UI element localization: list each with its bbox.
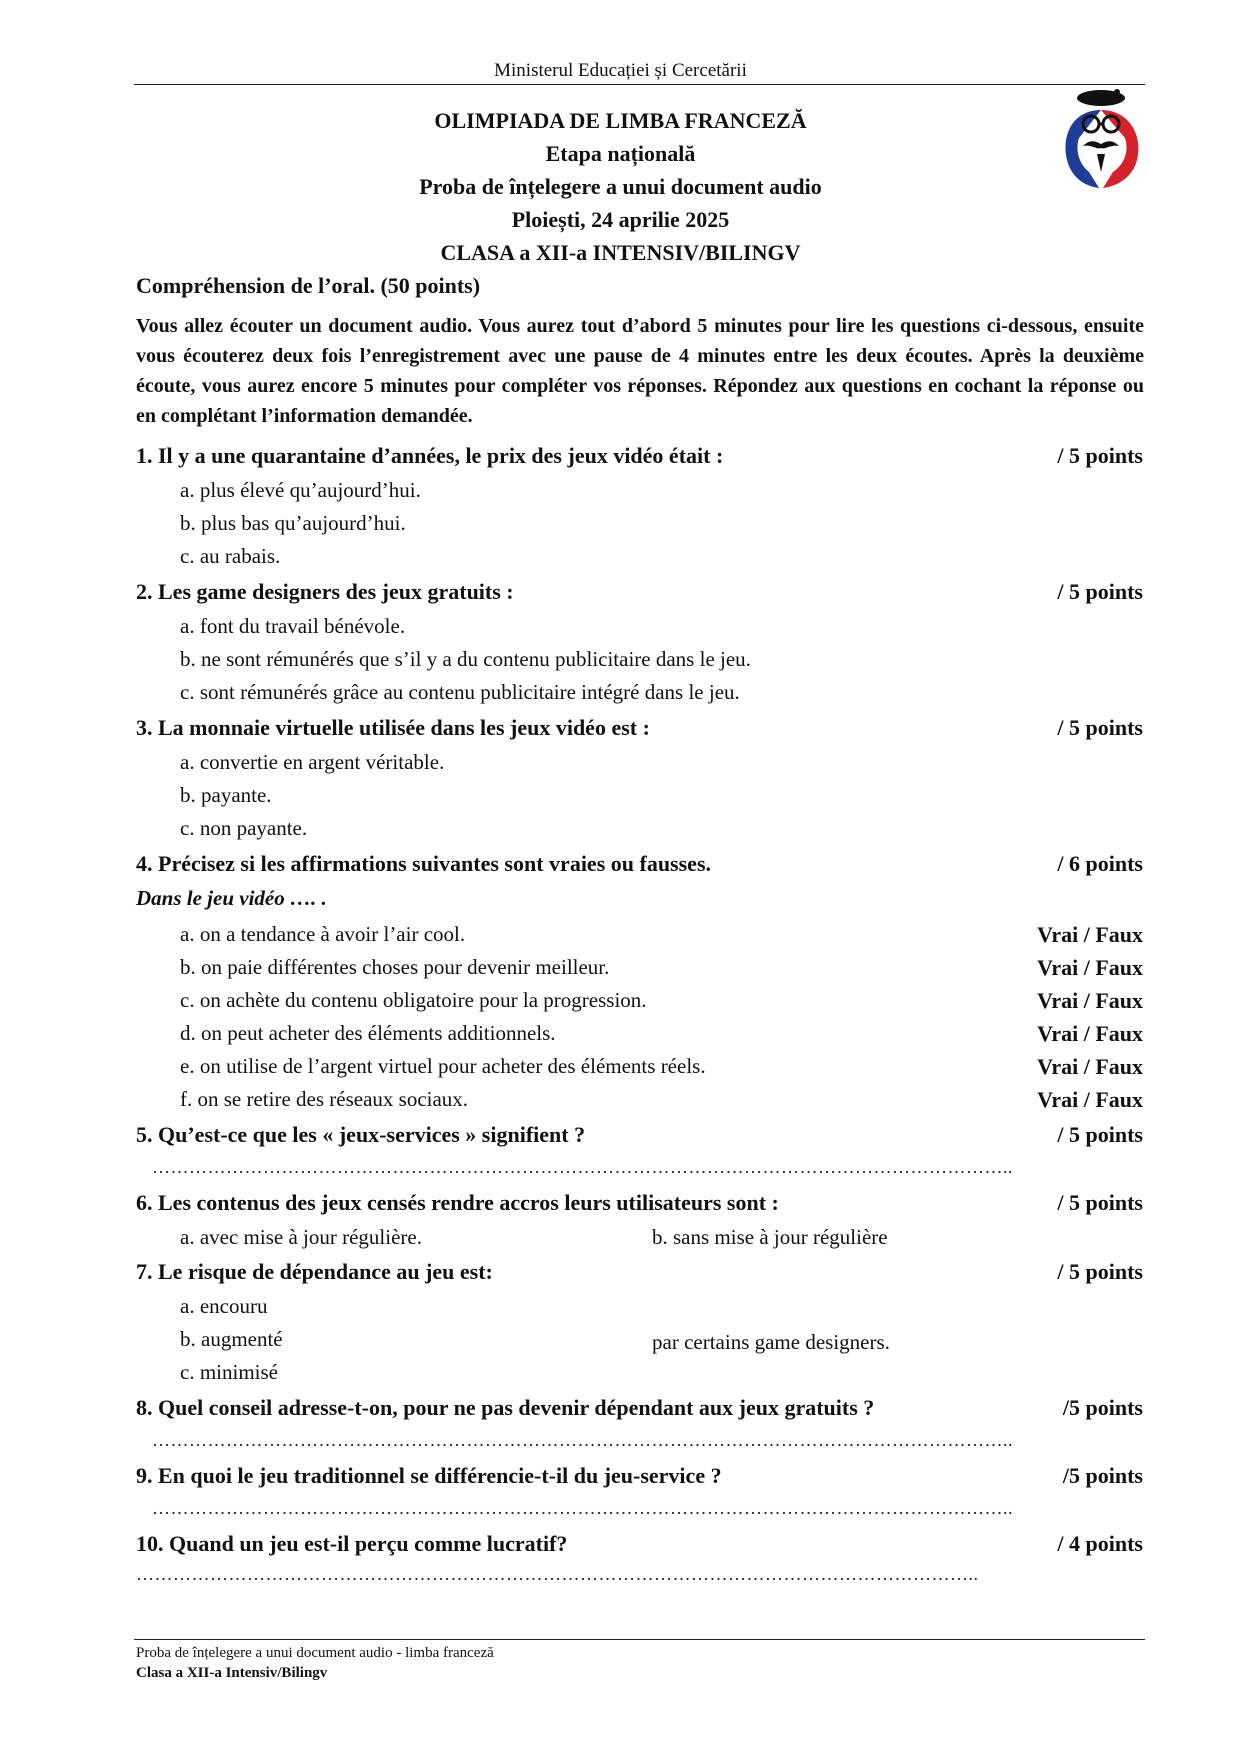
q4-true-false-e[interactable]: Vrai / Faux — [1037, 1054, 1143, 1079]
question-2: 2. Les game designers des jeux gratuits : — [136, 579, 514, 604]
question-6-points: / 5 points — [1057, 1190, 1143, 1215]
q4-statement-d: d. on peut acheter des éléments additionnels. — [180, 1021, 556, 1045]
q7-option-c[interactable]: c. minimisé — [180, 1360, 278, 1384]
test-title: Proba de înțelegere a unui document audio — [419, 174, 822, 199]
q4-statement-e: e. on utilise de l’argent virtuel pour acheter des éléments réels. — [180, 1054, 706, 1078]
q4-true-false-a[interactable]: Vrai / Faux — [1037, 922, 1143, 947]
q4-statement-a: a. on a tendance à avoir l’air cool. — [180, 922, 466, 946]
question-7-points: / 5 points — [1057, 1259, 1143, 1284]
question-9-points: /5 points — [1062, 1463, 1143, 1488]
question-8-points: /5 points — [1062, 1395, 1143, 1420]
header-rule — [134, 84, 1145, 85]
question-4-lead: Dans le jeu vidéo …. . — [136, 886, 327, 910]
q10-answer-line[interactable]: ……………………………………………………………………………………………………………………….. — [136, 1564, 979, 1584]
question-1-points: / 5 points — [1057, 443, 1143, 468]
q7-option-a[interactable]: a. encouru — [180, 1294, 268, 1318]
q3-option-b[interactable]: b. payante. — [180, 783, 272, 807]
q1-option-a[interactable]: a. plus élevé qu’aujourd’hui. — [180, 478, 421, 502]
question-3-points: / 5 points — [1057, 715, 1143, 740]
q1-option-c[interactable]: c. au rabais. — [180, 544, 281, 568]
q4-true-false-f[interactable]: Vrai / Faux — [1037, 1087, 1143, 1112]
q7-option-b[interactable]: b. augmenté — [180, 1327, 283, 1351]
olympiad-logo — [1053, 80, 1149, 192]
q7-suffix: par certains game designers. — [652, 1330, 890, 1354]
q2-option-a[interactable]: a. font du travail bénévole. — [180, 614, 406, 638]
q4-statement-b: b. on paie différentes choses pour devenir meilleur. — [180, 955, 610, 979]
ministry-header: Ministerul Educației și Cercetării — [494, 60, 747, 81]
q4-statement-c: c. on achète du contenu obligatoire pour la progression. — [180, 988, 647, 1012]
q4-true-false-d[interactable]: Vrai / Faux — [1037, 1021, 1143, 1046]
section-title: Compréhension de l’oral. (50 points) — [136, 273, 481, 298]
question-8: 8. Quel conseil adresse-t-on, pour ne pas devenir dépendant aux jeux gratuits ? — [136, 1395, 875, 1420]
q6-option-a[interactable]: a. avec mise à jour régulière. — [180, 1225, 422, 1249]
question-5: 5. Qu’est-ce que les « jeux-services » signifient ? — [136, 1122, 586, 1147]
question-7: 7. Le risque de dépendance au jeu est: — [136, 1259, 493, 1284]
question-1: 1. Il y a une quarantaine d’années, le prix des jeux vidéo était : — [136, 443, 724, 468]
q4-true-false-b[interactable]: Vrai / Faux — [1037, 955, 1143, 980]
q2-option-b[interactable]: b. ne sont rémunérés que s’il y a du contenu publicitaire dans le jeu. — [180, 647, 751, 671]
q9-answer-line[interactable]: ………………………………………………………………………………………………………………………….. — [152, 1498, 1013, 1518]
class-title: CLASA a XII-a INTENSIV/BILINGV — [440, 240, 801, 265]
footer-class: Clasa a XII-a Intensiv/Bilingv — [136, 1665, 328, 1681]
footer-test-name: Proba de înțelegere a unui document audio - limba franceză — [136, 1645, 494, 1661]
question-3: 3. La monnaie virtuelle utilisée dans les jeux vidéo est : — [136, 715, 650, 740]
question-2-points: / 5 points — [1057, 579, 1143, 604]
question-4: 4. Précisez si les affirmations suivantes sont vraies ou fausses. — [136, 851, 712, 876]
q5-answer-line[interactable]: ………………………………………………………………………………………………………………………….. — [152, 1157, 1013, 1177]
question-4-points: / 6 points — [1057, 851, 1143, 876]
q4-statement-f: f. on se retire des réseaux sociaux. — [180, 1087, 469, 1111]
question-9: 9. En quoi le jeu traditionnel se différencie-t-il du jeu-service ? — [136, 1463, 722, 1488]
q8-answer-line[interactable]: ………………………………………………………………………………………………………………………….. — [152, 1430, 1013, 1450]
q3-option-a[interactable]: a. convertie en argent véritable. — [180, 750, 445, 774]
q3-option-c[interactable]: c. non payante. — [180, 816, 308, 840]
question-10: 10. Quand un jeu est-il perçu comme lucratif? — [136, 1531, 568, 1556]
q2-option-c[interactable]: c. sont rémunérés grâce au contenu publicitaire intégré dans le jeu. — [180, 680, 740, 704]
q4-true-false-c[interactable]: Vrai / Faux — [1037, 988, 1143, 1013]
question-10-points: / 4 points — [1057, 1531, 1143, 1556]
location-date: Ploiești, 24 aprilie 2025 — [511, 207, 730, 232]
footer-rule — [134, 1639, 1145, 1640]
question-6: 6. Les contenus des jeux censés rendre accros leurs utilisateurs sont : — [136, 1190, 779, 1215]
q1-option-b[interactable]: b. plus bas qu’aujourd’hui. — [180, 511, 406, 535]
q6-option-b[interactable]: b. sans mise à jour régulière — [652, 1225, 888, 1249]
olympiad-title: OLIMPIADA DE LIMBA FRANCEZĂ — [434, 108, 807, 133]
instructions: Vous allez écouter un document audio. Vous aurez tout d’abord 5 minutes pour lire les questions ci-dessous, ensuite vous écouterez deux fois l’enregistrement avec une pause de 4 minutes entre les deux écoutes. Après la deuxième écoute, vous aurez encore 5 minutes pour compléter vos réponses. Répondez aux questions en cochant la réponse ou en complétant l’information demandée. — [136, 315, 1144, 427]
stage-title: Etapa națională — [545, 141, 696, 166]
question-5-points: / 5 points — [1057, 1122, 1143, 1147]
